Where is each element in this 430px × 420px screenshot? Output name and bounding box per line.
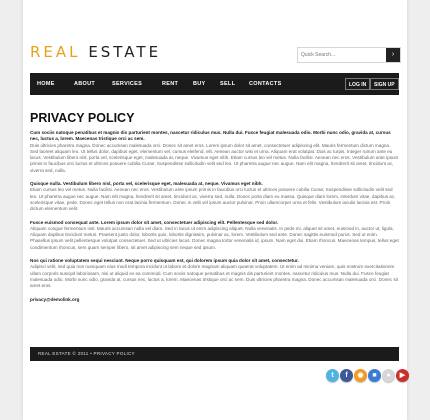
- flickr-icon[interactable]: ●: [382, 369, 395, 382]
- paragraph-body: Aliquam congue fermentum nisl. Mauris accumsan nulla vel diam. Sed in lacus ut enim adipiscing aliquet. Nulla venenatis. In pede mi, aliquet sit amet, euismod in, auctor ut, ligula. Aliquam dapibus tincidunt metus. Praesent justo dolor, lobortis quis, lobortis dignissim, pulvinar ac, lorem. Vestibulum sed ante. Donec sagittis euismod purus. Sed ut enim. Phasellus ipsum velit pellentesque volutpat consectetuer. Sed ut ultricies lacus. Donec magna tortor venenatis id, ipsum. Nam eget dui. Etiam rhoncus. Maecenas tempus, tellus eget condimentum rhoncus, sem quam semper libero, sit amet adipiscing sem neque sed ipsum.: [30, 225, 399, 250]
- footer-bar: [30, 347, 399, 361]
- policy-paragraph: [30, 130, 399, 174]
- login-button[interactable]: LOG IN: [345, 78, 370, 90]
- signup-button[interactable]: SIGN UP: [370, 78, 399, 90]
- paragraph-body: Duis ultricies pharetra magna. Donec accumsan malesuada orci. Donec sit amet eros. Lorem ipsum dolor sit amet, consectetuer adipiscing elit. Mauris fermentum dictum magna. Sed laoreet aliquam leo. Ut tellus dolor, dapibus eget, elementum vel, cursus eleifend, elit. Aenean auctor wisi et urna. Aliquam erat volutpat. Duis ac turpis. Integer rutrum ante eu lacus. Vestibulum libero nisl, porta vel, scelerisque eget, malesuada at, neque. Vivamus eget nibh. Etiam cursus leo vel metus. Nulla facilisi. Aenean nec eros. Vestibulum ante ipsum primis in faucibus orci luctus et ultrices posuere cubilia Curae; Suspendisse sollicitudin velit sed leo. Ut pharetra augue nec augue. Nam elit magna, hendrerit sit amet, tincidunt ac, viverra sed, nulla.: [30, 142, 399, 173]
- site-logo[interactable]: [30, 43, 161, 61]
- rss-icon[interactable]: ◉: [354, 369, 367, 382]
- nav-item-about[interactable]: ABOUT: [74, 81, 96, 87]
- youtube-icon[interactable]: ▶: [396, 369, 409, 382]
- policy-paragraph: [30, 258, 399, 289]
- search-input[interactable]: [298, 48, 385, 62]
- search-box: [297, 47, 401, 63]
- page-title: PRIVACY POLICY: [30, 111, 135, 125]
- policy-paragraph: [30, 220, 399, 251]
- privacy-email-link[interactable]: privacy@demolink.org: [30, 296, 80, 302]
- paragraph-lead: Fusce euismod consequat ante. Lorem ipsum dolor sit amet, consectetuer adipiscing elit. Pellentesque sed dolor.: [30, 219, 279, 225]
- policy-content: [30, 130, 399, 302]
- footer-text: REAL ESTATE © 2011 • PRIVACY POLICY: [38, 351, 135, 356]
- facebook-icon[interactable]: f: [340, 369, 353, 382]
- main-nav: [30, 73, 399, 95]
- logo-word-estate: ESTATE: [88, 43, 162, 61]
- arrow-right-icon: ›: [391, 51, 395, 58]
- paragraph-lead: Cum sociis natoque penatibus et magnis dis parturient montes, nascetur ridiculus mus. Nulla dui. Fusce feugiat malesuada odio. Morbi nunc odio, gravida at, cursus nec, luctus a, lorem. Maecenas tristique orci ac sem.: [30, 130, 391, 142]
- twitter-icon[interactable]: t: [326, 369, 339, 382]
- paragraph-lead: Quisque nulla. Vestibulum libero nisl, porta vel, scelerisque eget, malesuada at, neque. Vivamus eget nibh.: [30, 181, 263, 187]
- search-submit-button[interactable]: [386, 48, 400, 62]
- nav-item-contacts[interactable]: CONTACTS: [249, 81, 282, 87]
- nav-item-sell[interactable]: SELL: [220, 81, 236, 87]
- paragraph-lead: Nos qui ratione voluptatem sequi nesciunt. Neque porro quisquam est, qui dolorem ipsum quia dolor sit amet, consectetur.: [30, 258, 299, 264]
- page-container: [23, 0, 407, 420]
- paragraph-body: Etiam cursus leo vel metus. Nulla facilisi. Aenean nec eros. Vestibulum ante ipsum primis in faucibus orci luctus et ultrices posuere cubilia Curae; Suspendisse sollicitudin velit sed leo. Ut pharetra augue nec augue. Nam elit magna, hendrerit sit amet, tincidunt ac, viverra sed, nulla. Donec porta diam eu massa. Quisque diam lorem, interdum vitae, dapibus ac, scelerisque vitae, pede. Donec eget tellus non erat lacinia fermentum. Donec in velit vel ipsum auctor pulvinar. Proin ullamcorper urna et felis. Vestibulum iaculis lacinia est. Proin dictum elementum velit.: [30, 187, 396, 212]
- policy-paragraph: [30, 181, 399, 212]
- paragraph-body: Adipisci velit, sed quia non numquam eius modi tempora incidunt ut labore et dolore magnam aliquam quaerat voluptatem. Ut enim ad minima veniam, quis nostrum exercitationem ullam corporis suscipit laboriosam, nisi ut aliquid ex ea commodi. Cum sociis natoque penatibus et magnis dis parturient montes, nascetur ridiculus mus. Nulla dui. Fusce feugiat malesuada odio. Morbi nunc odio, gravida at, cursus nec, luctus a, lorem. Maecenas tristique orci ac sem. Duis ultricies pharetra magna. Donec accumsan malesuada orci. Donec sit amet eros.: [30, 264, 398, 289]
- nav-item-rent[interactable]: RENT: [162, 81, 179, 87]
- delicious-icon[interactable]: ■: [368, 369, 381, 382]
- nav-item-buy[interactable]: BUY: [193, 81, 206, 87]
- nav-item-services[interactable]: SERVICES: [112, 81, 143, 87]
- nav-item-home[interactable]: HOME: [37, 81, 55, 87]
- logo-word-real: REAL: [30, 43, 81, 61]
